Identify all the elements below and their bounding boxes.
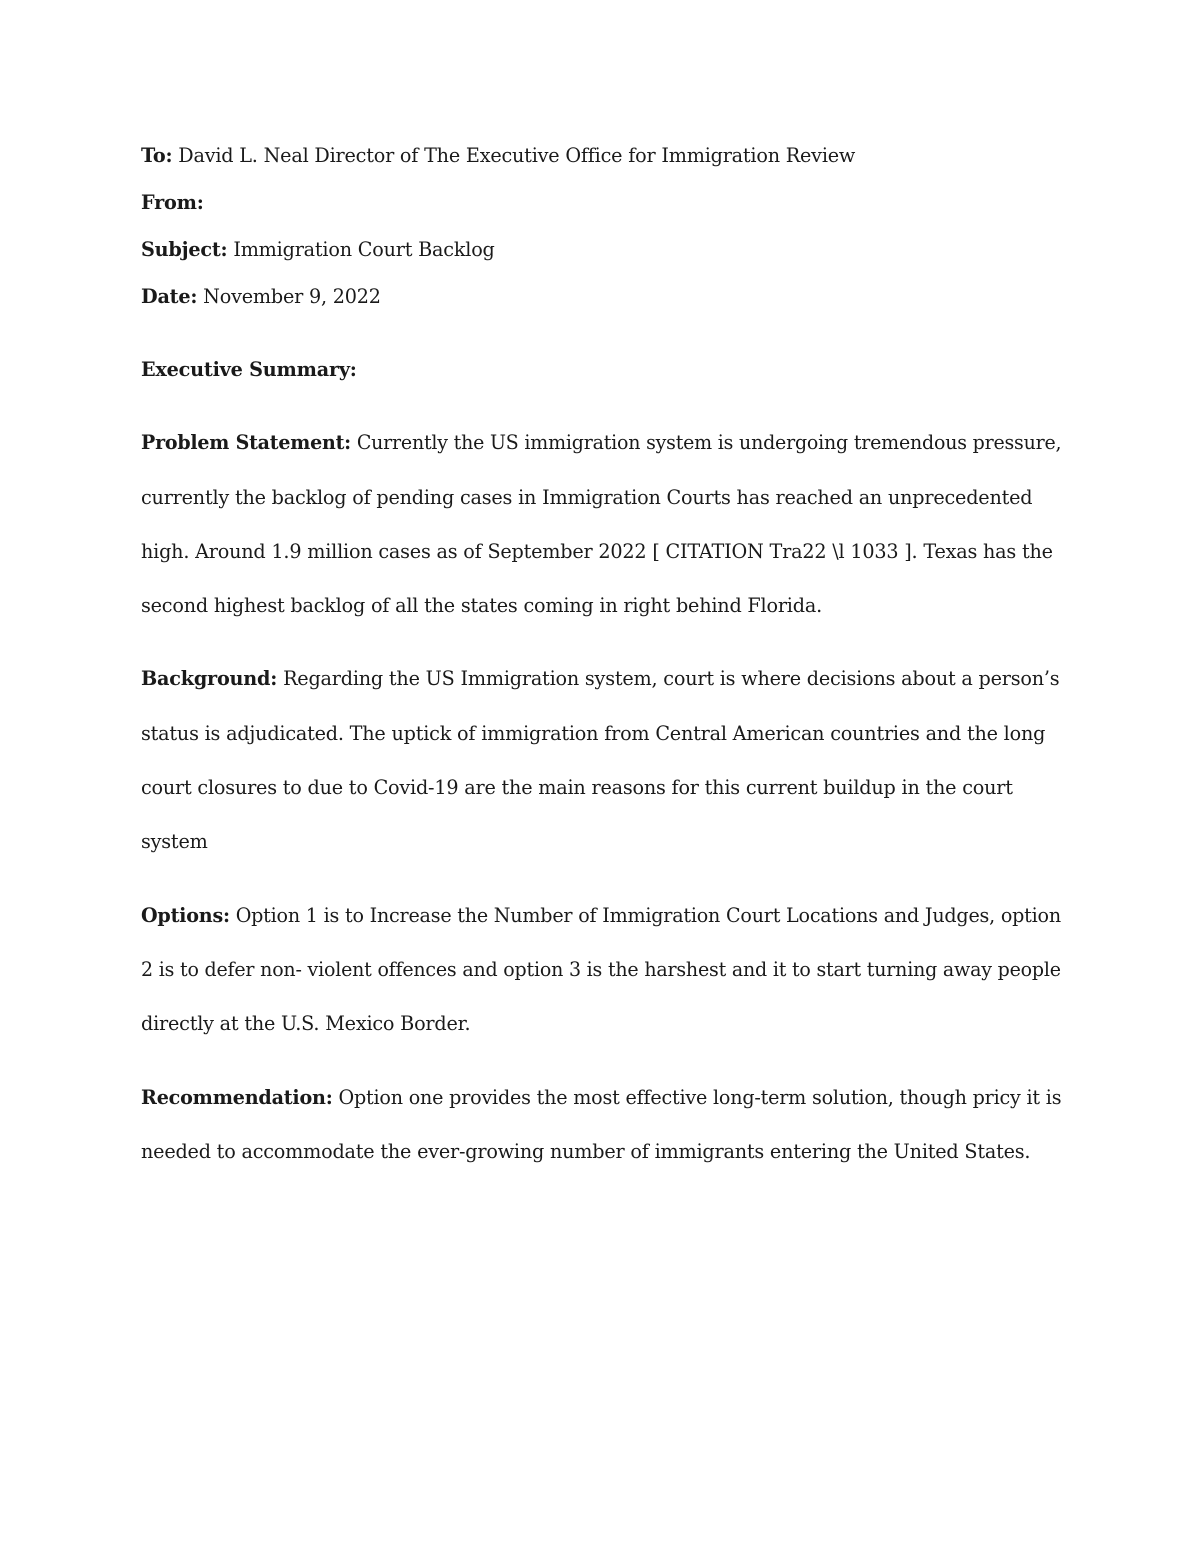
- problem-statement-line-1: [141, 431, 1061, 455]
- memo-from-label: From:: [141, 191, 204, 214]
- problem-statement-line-2: currently the backlog of pending cases in Immigration Courts has reached an unprecedented: [141, 486, 1033, 509]
- background-text-1: Regarding the US Immigration system, court is where decisions about a person’s: [283, 667, 1060, 690]
- background-label: Background:: [141, 667, 278, 690]
- executive-summary-heading: [141, 358, 357, 382]
- memo-date-line: [141, 285, 381, 309]
- options-line-1: [141, 904, 1061, 928]
- memo-date-label: Date:: [141, 285, 198, 308]
- executive-summary-label: Executive Summary:: [141, 358, 357, 381]
- background-line-4: system: [141, 830, 208, 853]
- recommendation-label: Recommendation:: [141, 1086, 333, 1109]
- recommendation-line-1: [141, 1086, 1061, 1110]
- memo-to-line: [141, 144, 855, 168]
- options-line-2: 2 is to defer non- violent offences and option 3 is the harshest and it to start turning away people: [141, 958, 1061, 981]
- options-line-3: directly at the U.S. Mexico Border.: [141, 1012, 471, 1035]
- options-label: Options:: [141, 904, 230, 927]
- memo-subject-line: [141, 238, 495, 262]
- problem-statement-label: Problem Statement:: [141, 431, 351, 454]
- memo-to-label: To:: [141, 144, 173, 167]
- problem-statement-line-3: high. Around 1.9 million cases as of September 2022 [ CITATION Tra22 \l 1033 ]. Texas has the: [141, 540, 1053, 563]
- problem-statement-line-4: second highest backlog of all the states coming in right behind Florida.: [141, 594, 822, 617]
- background-line-1: [141, 667, 1059, 691]
- problem-statement-text-1: Currently the US immigration system is undergoing tremendous pressure,: [356, 431, 1062, 454]
- background-line-2: status is adjudicated. The uptick of immigration from Central American countries and the long: [141, 722, 1046, 745]
- memo-date-value: November 9, 2022: [203, 285, 381, 308]
- memo-subject-label: Subject:: [141, 238, 228, 261]
- memo-to-value: David L. Neal Director of The Executive Office for Immigration Review: [178, 144, 856, 167]
- memo-subject-value: Immigration Court Backlog: [233, 238, 495, 261]
- memo-from-line: [141, 191, 204, 215]
- recommendation-line-2: needed to accommodate the ever-growing number of immigrants entering the United States.: [141, 1140, 1031, 1163]
- options-text-1: Option 1 is to Increase the Number of Immigration Court Locations and Judges, option: [235, 904, 1061, 927]
- background-line-3: court closures to due to Covid-19 are the main reasons for this current buildup in the court: [141, 776, 1013, 799]
- recommendation-text-1: Option one provides the most effective long-term solution, though pricy it is: [338, 1086, 1062, 1109]
